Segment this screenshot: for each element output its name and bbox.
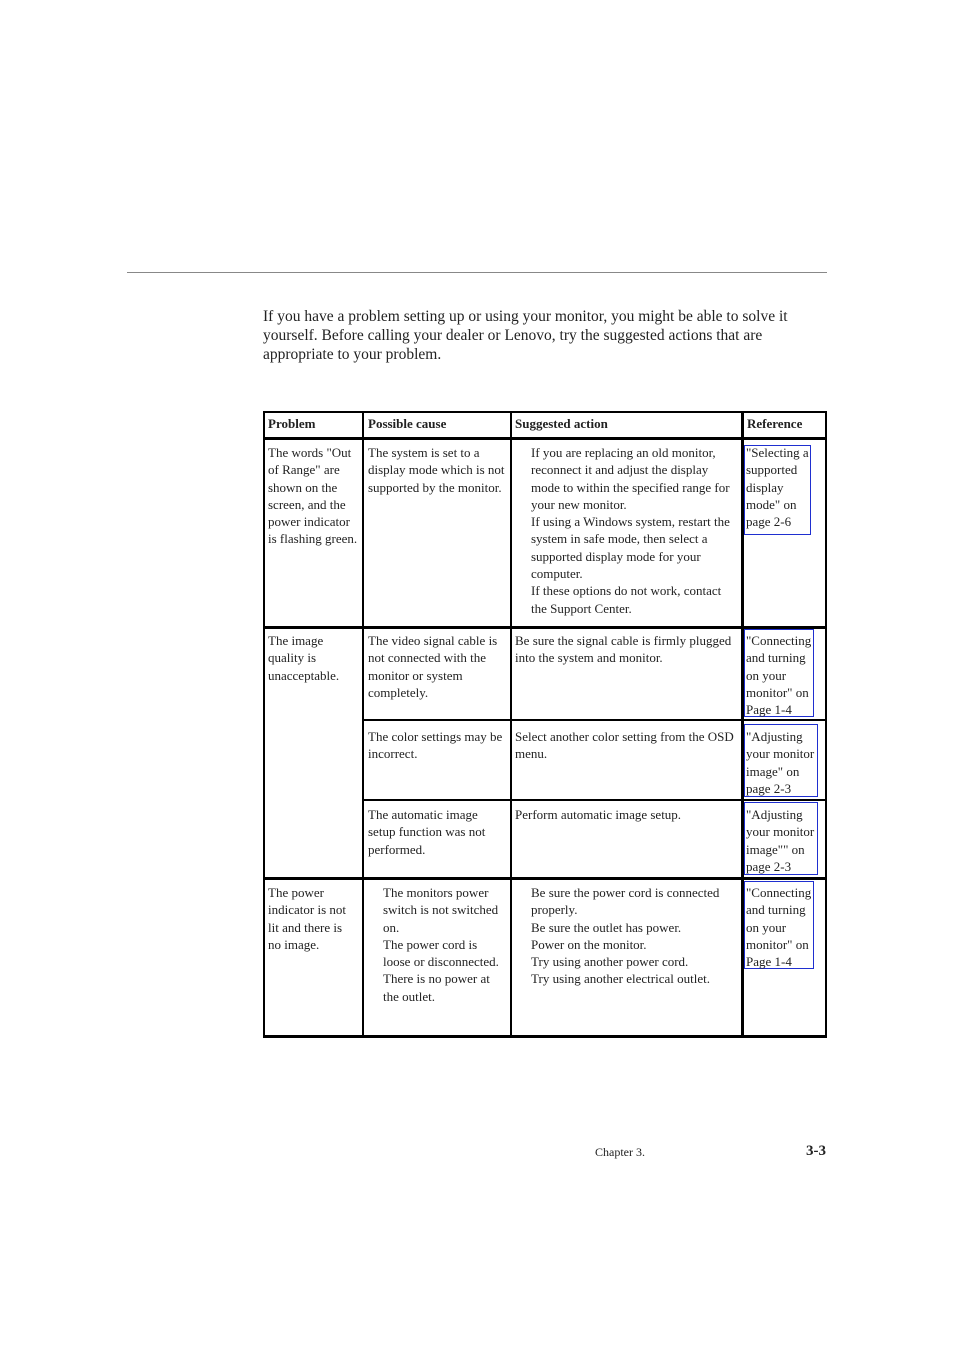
- header-suggested-action: Suggested action: [515, 416, 608, 431]
- problem-cell: The power indicator is not lit and there is no image.: [268, 885, 346, 952]
- footer-page-number: 3-3: [806, 1143, 826, 1159]
- intro-paragraph: If you have a problem setting up or using your monitor, you might be able to solve it yourself. Before calling your dealer or Lenovo, try the suggested actions that are appropriate to your problem.: [263, 308, 788, 363]
- header-reference: Reference: [747, 416, 803, 431]
- reference-link[interactable]: "Connecting and turning on your monitor" on Page 1-4: [746, 633, 812, 718]
- action-cell: [531, 884, 740, 988]
- cause-cell: The color settings may be incorrect.: [368, 729, 503, 762]
- action-item: Be sure the outlet has power.: [531, 919, 682, 935]
- action-item: If these options do not work, contact the Support Center.: [531, 583, 722, 616]
- problem-cell: The image quality is unacceptable.: [268, 633, 340, 683]
- cause-item: There is no power at the outlet.: [383, 971, 490, 1004]
- cause-cell: The system is set to a display mode which is not supported by the monitor.: [368, 445, 505, 495]
- action-cell: [531, 444, 738, 617]
- action-item: Try using another electrical outlet.: [531, 971, 710, 987]
- cause-item: The monitors power switch is not switched on.: [383, 885, 499, 935]
- action-item: Be sure the power cord is connected properly.: [531, 885, 720, 918]
- action-item: If using a Windows system, restart the system in safe mode, then select a supported display mode for your computer.: [531, 514, 730, 582]
- footer-chapter: Chapter 3.: [595, 1145, 645, 1159]
- reference-link[interactable]: "Connecting and turning on your monitor" on Page 1-4: [746, 885, 812, 970]
- table-border: [263, 437, 827, 440]
- table-border: [362, 799, 827, 801]
- cause-cell: The automatic image setup function was not performed.: [368, 807, 486, 857]
- action-cell: Select another color setting from the OSD menu.: [515, 729, 734, 762]
- table-border: [263, 626, 827, 629]
- table-border: [362, 411, 364, 1038]
- reference-link[interactable]: "Adjusting your monitor image" on page 2-3: [746, 729, 815, 796]
- header-possible-cause: Possible cause: [368, 416, 447, 431]
- problem-cell: The words "Out of Range" are shown on the screen, and the power indicator is flashing green.: [268, 445, 358, 547]
- action-item: Power on the monitor.: [531, 936, 647, 952]
- table-border: [263, 411, 265, 1038]
- table-border: [263, 411, 827, 413]
- table-border: [510, 411, 512, 1038]
- table-border: [263, 1035, 827, 1038]
- reference-link[interactable]: "Selecting a supported display mode" on page 2-6: [746, 445, 809, 530]
- action-item: Try using another power cord.: [531, 954, 689, 970]
- cause-cell: The video signal cable is not connected with the monitor or system completely.: [368, 633, 498, 700]
- action-cell: Be sure the signal cable is firmly plugged into the system and monitor.: [515, 633, 732, 666]
- header-rule: [127, 272, 827, 273]
- action-item: If you are replacing an old monitor, reconnect it and adjust the display mode to within the specified range for your new monitor.: [531, 445, 730, 512]
- table-border: [362, 719, 827, 721]
- cause-item: The power cord is loose or disconnected.: [383, 936, 499, 970]
- action-cell: Perform automatic image setup.: [515, 807, 682, 822]
- table-border: [263, 877, 827, 880]
- reference-link[interactable]: "Adjusting your monitor image"" on page 2-3: [746, 807, 815, 874]
- header-problem: Problem: [268, 416, 316, 431]
- table-border: [825, 411, 827, 1038]
- cause-cell: [383, 884, 507, 1005]
